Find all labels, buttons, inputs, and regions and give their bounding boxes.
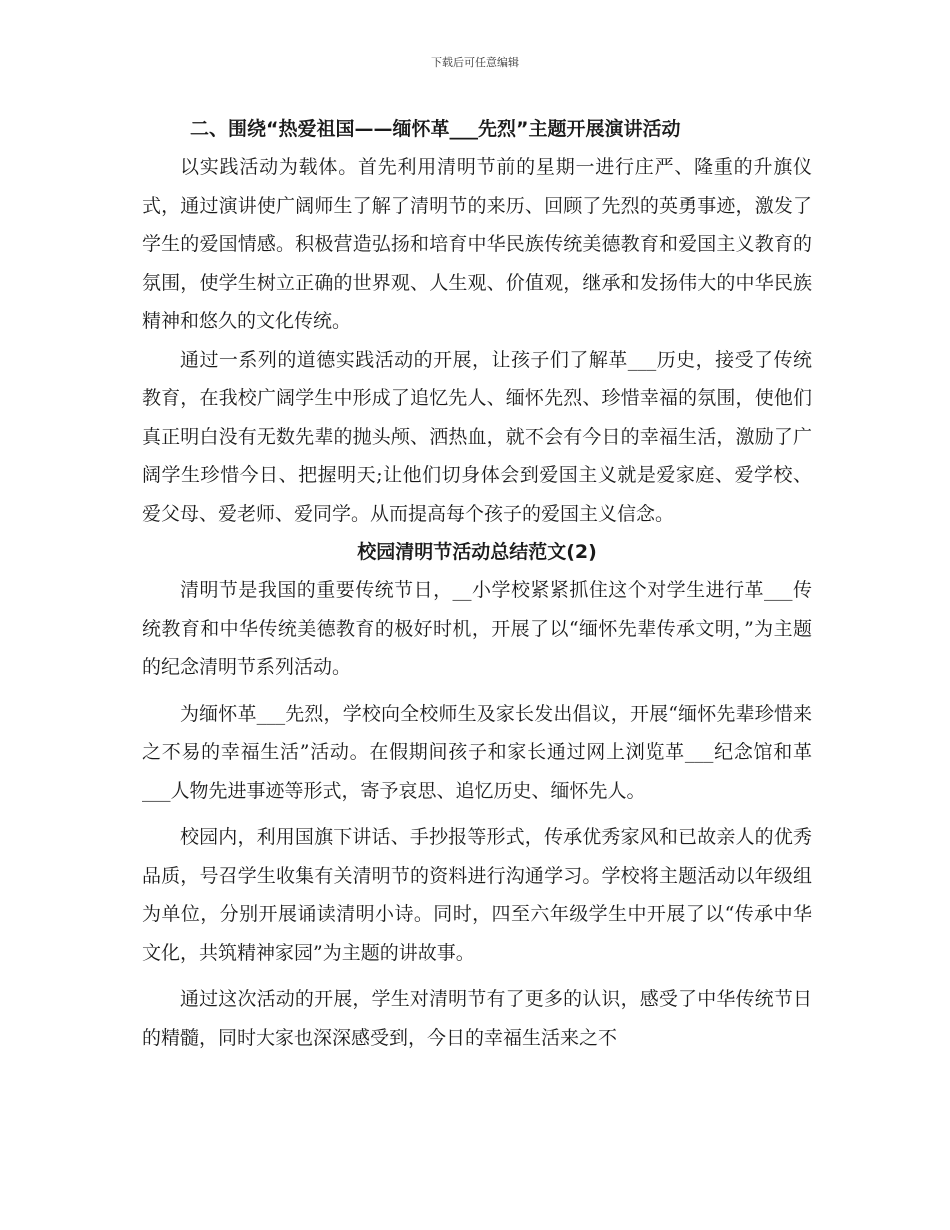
article-title: 校园清明节活动总结范文(2) xyxy=(357,541,597,563)
page-header: 下载后可任意编辑 xyxy=(431,56,519,69)
section-heading: 二、围绕“热爱祖国——缅怀革___先烈”主题开展演讲活动 xyxy=(190,118,681,140)
paragraph: 为缅怀革___先烈，学校向全校师生及家长发出倡议，开展“缅怀先辈珍惜来之不易的幸福生活”活动。在假期间孩子和家长通过网上浏览革___纪念馆和革___人物先进事迹等形式，寄予哀思、追忆历史、缅怀先人。 xyxy=(142,702,812,802)
paragraph: 以实践活动为载体。首先利用清明节前的星期一进行庄严、隆重的升旗仪式，通过演讲使广阔师生了解了清明节的来历、回顾了先烈的英勇事迹，激发了学生的爱国情感。积极营造弘扬和培育中华民族传统美德教育和爱国主义教育的氛围，使学生树立正确的世界观、人生观、价值观，继承和发扬伟大的中华民族精神和悠久的文化传统。 xyxy=(142,156,812,332)
document-body xyxy=(142,110,812,1057)
paragraph: 清明节是我国的重要传统节日，__小学校紧紧抓住这个对学生进行革___传统教育和中华传统美德教育的极好时机，开展了以“缅怀先辈传承文明，”为主题的纪念清明节系列活动。 xyxy=(142,579,812,678)
paragraph: 校园内，利用国旗下讲话、手抄报等形式，传承优秀家风和已故亲人的优秀品质，号召学生收集有关清明节的资料进行沟通学习。学校将主题活动以年级组为单位，分别开展诵读清明小诗。同时，四至六年级学生中开展了以“传承中华文化，共筑精神家园”为主题的讲故事。 xyxy=(142,826,812,964)
paragraph: 通过这次活动的开展，学生对清明节有了更多的认识，感受了中华传统节日的精髓，同时大家也深深感受到，今日的幸福生活来之不 xyxy=(142,988,812,1049)
paragraph: 通过一系列的道德实践活动的开展，让孩子们了解革___历史，接受了传统教育，在我校广阔学生中形成了追忆先人、缅怀先烈、珍惜幸福的氛围，使他们真正明白没有无数先辈的抛头颅、洒热血，就不会有今日的幸福生活，激励了广阔学生珍惜今日、把握明天;让他们切身体会到爱国主义就是爱家庭、爱学校、爱父母、爱老师、爱同学。从而提高每个孩子的爱国主义信念。 xyxy=(142,348,812,525)
